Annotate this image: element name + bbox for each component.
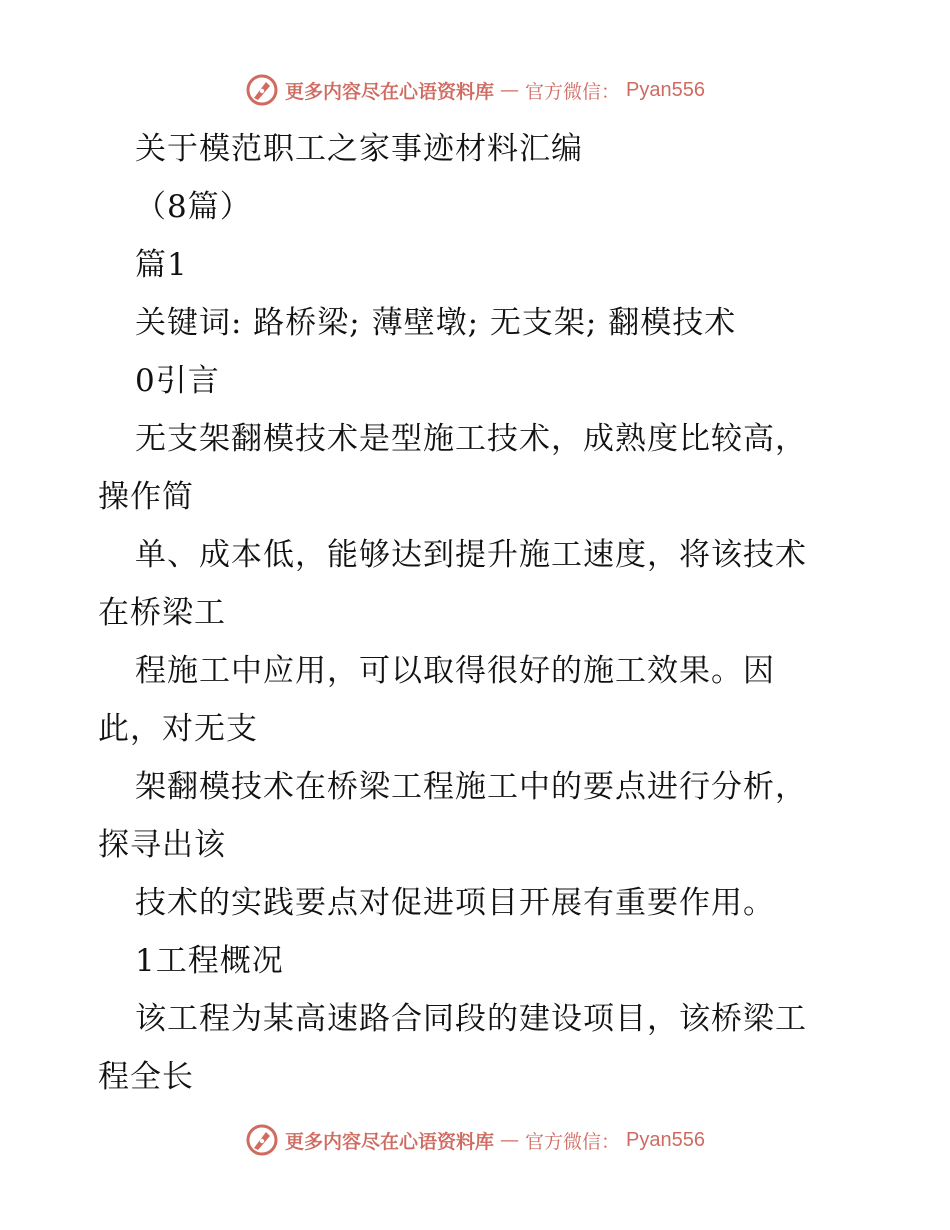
watermark-banner-top [0,70,950,110]
watermark-wechat-id: Pyan556 [626,1128,705,1151]
document-line: 在桥梁工 [98,595,226,631]
document-line: 操作简 [98,479,194,515]
document-line: 单、成本低，能够达到提升施工速度，将该技术 [135,537,807,573]
document-line: 技术的实践要点对促进项目开展有重要作用。 [135,885,775,921]
document-line: 程施工中应用，可以取得很好的施工效果。因 [135,653,775,689]
watermark-dash: — [500,79,520,101]
document-line: 探寻出该 [98,827,226,863]
document-line: 关键词: 路桥梁; 薄壁墩; 无支架; 翻模技术 [135,305,737,341]
document-body [98,120,868,1106]
document-line: （8篇） [135,189,252,225]
document-line: 程全长 [98,1059,194,1095]
watermark-wechat-label: 官方微信： [525,1130,621,1153]
watermark-lead-text: 更多内容尽在心语资料库 [285,80,495,103]
watermark-dash: — [500,1129,520,1151]
watermark-lead-text: 更多内容尽在心语资料库 [285,1130,495,1153]
document-line: 篇1 [135,247,188,283]
watermark-banner-bottom [0,1120,950,1160]
document-line: 无支架翻模技术是型施工技术，成熟度比较高， [135,421,807,457]
document-line: 1工程概况 [135,943,284,979]
document-line: 0引言 [135,363,220,399]
watermark-wechat-label: 官方微信： [525,80,621,103]
document-line: 此，对无支 [98,711,258,747]
pen-nib-circle-logo-icon [245,73,279,107]
watermark-wechat-id: Pyan556 [626,78,705,101]
document-line: 该工程为某高速路合同段的建设项目，该桥梁工 [135,1001,807,1037]
document-line: 架翻模技术在桥梁工程施工中的要点进行分析， [135,769,807,805]
document-line: 关于模范职工之家事迹材料汇编 [135,131,583,167]
pen-nib-circle-logo-icon [245,1123,279,1157]
